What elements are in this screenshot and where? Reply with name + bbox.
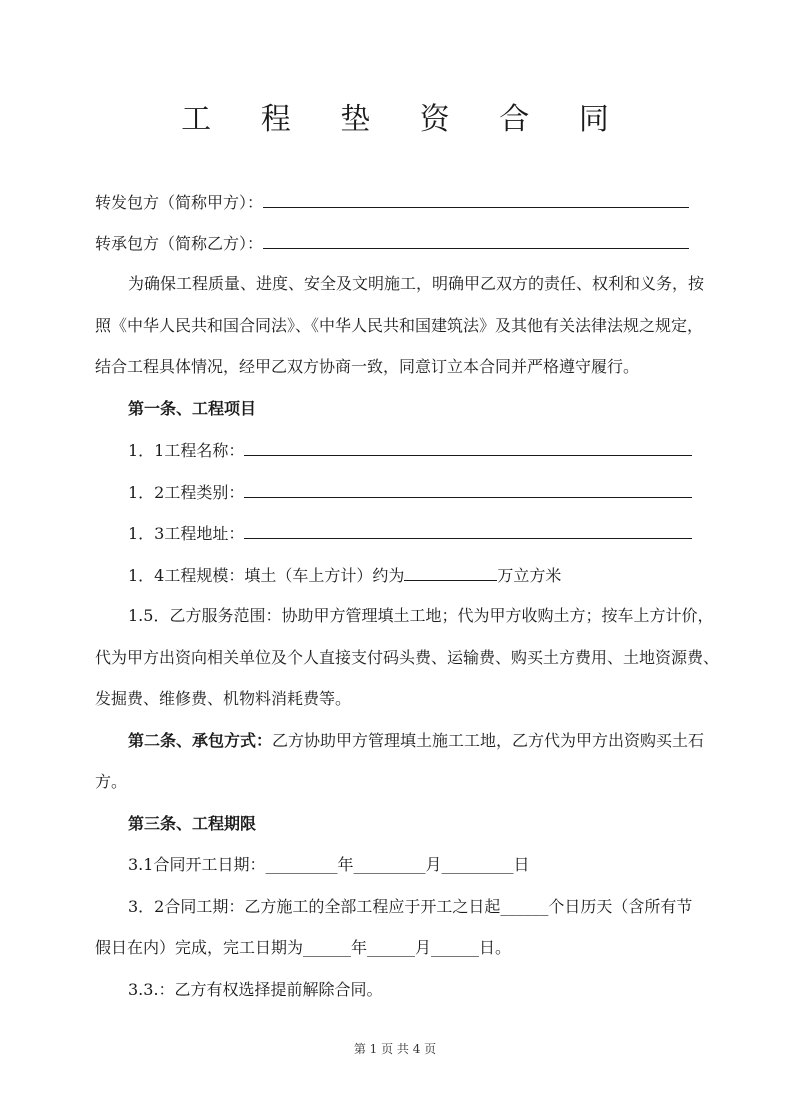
project-scale-line: [95, 563, 700, 588]
project-name-blank[interactable]: [244, 438, 692, 456]
party-a-label: 转发包方（简称甲方）：: [95, 193, 264, 212]
article-1-heading: 第一条、工程项目: [128, 399, 257, 418]
period-line-1: 3．2合同工期：乙方施工的全部工程应于开工之日起______个日历天（含所有节: [128, 897, 693, 916]
page-footer: 第 1 页 共 4 页: [353, 1042, 437, 1056]
scope-line-2: 代为甲方出资向相关单位及个人直接支付码头费、运输费、购买土方费用、土地资源费、: [95, 648, 720, 667]
document-title: 工 程 垫 资 合 同: [181, 102, 629, 137]
project-address-line: [95, 521, 700, 546]
party-a-blank[interactable]: [263, 190, 689, 208]
article-3-heading: 第三条、工程期限: [128, 814, 257, 833]
article-2-text: 乙方协助甲方管理填土施工工地，乙方代为甲方出资购买土石: [272, 731, 705, 750]
party-b-blank[interactable]: [263, 231, 689, 249]
project-type-label: 1．2工程类别：: [128, 483, 245, 502]
article-2-heading: 第二条、承包方式：: [128, 731, 273, 750]
party-a-line: [95, 190, 700, 215]
project-name-line: [95, 438, 700, 463]
intro-line-2: 照《中华人民共和国合同法》、《中华人民共和国建筑法》及其他有关法律法规之规定，: [95, 316, 704, 335]
intro-line-3: 结合工程具体情况，经甲乙双方协商一致，同意订立本合同并严格遵守履行。: [95, 357, 640, 376]
period-line-2: 假日在内）完成，完工日期为______年______月______日。: [95, 938, 512, 957]
party-b-label: 转承包方（简称乙方）：: [95, 234, 264, 253]
project-scale-suffix: 万立方米: [497, 566, 562, 585]
project-type-line: [95, 480, 700, 505]
party-b-line: [95, 231, 700, 256]
project-address-label: 1．3工程地址：: [128, 524, 245, 543]
termination-line: 3.3.：乙方有权选择提前解除合同。: [128, 980, 383, 999]
scope-line-1: 1.5．乙方服务范围：协助甲方管理填土工地；代为甲方收购土方；按车上方计价，: [128, 606, 714, 625]
article-2-line-1: [95, 729, 705, 753]
project-address-blank[interactable]: [244, 521, 692, 539]
project-scale-prefix: 1．4工程规模：填土（车上方计）约为: [128, 566, 405, 585]
article-2-line-2: 方。: [95, 772, 128, 791]
intro-line-1: 为确保工程质量、进度、安全及文明施工，明确甲乙双方的责任、权利和义务，按: [128, 274, 705, 293]
project-type-blank[interactable]: [244, 480, 692, 498]
scope-line-3: 发掘费、维修费、机物料消耗费等。: [95, 689, 352, 708]
project-scale-blank[interactable]: [404, 563, 497, 581]
start-date-line: 3.1合同开工日期：_________年_________月_________日: [128, 855, 530, 874]
project-name-label: 1．1工程名称：: [128, 441, 245, 460]
